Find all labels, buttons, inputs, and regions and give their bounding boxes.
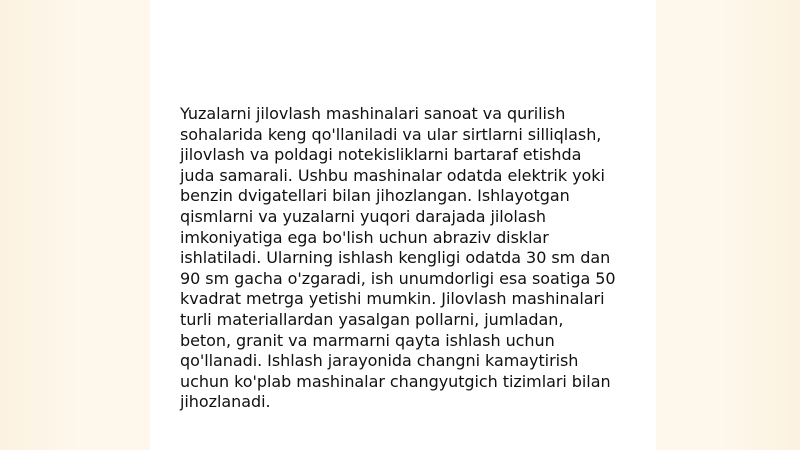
document-page (150, 0, 656, 450)
body-paragraph: Yuzalarni jilovlash mashinalari sanoat va qurilish sohalarida keng qo'llaniladi va ular sirtlarni silliqlash, jilovlash va poldagi notekisliklarni bartaraf etishda juda samarali. Ushbu mashinalar odatda elektrik yoki benzin dvigatellari bilan jihozlangan. Ishlayotgan qismlarni va yuzalarni yuqori darajada jilolash imkoniyatiga ega bo'lish uchun abraziv disklar ishlatiladi. Ularning ishlash kengligi odatda 30 sm dan 90 sm gacha o'zgaradi, ish unumdorligi esa soatiga 50 kvadrat metrga yetishi mumkin. Jilovlash mashinalari turli materiallardan yasalgan pollarni, jumladan, beton, granit va marmarni qayta ishlash uchun qo'llanadi. Ishlash jarayonida changni kamaytirish uchun ko'plab mashinalar changyutgich tizimlari bilan jihozlanadi. (180, 104, 616, 412)
